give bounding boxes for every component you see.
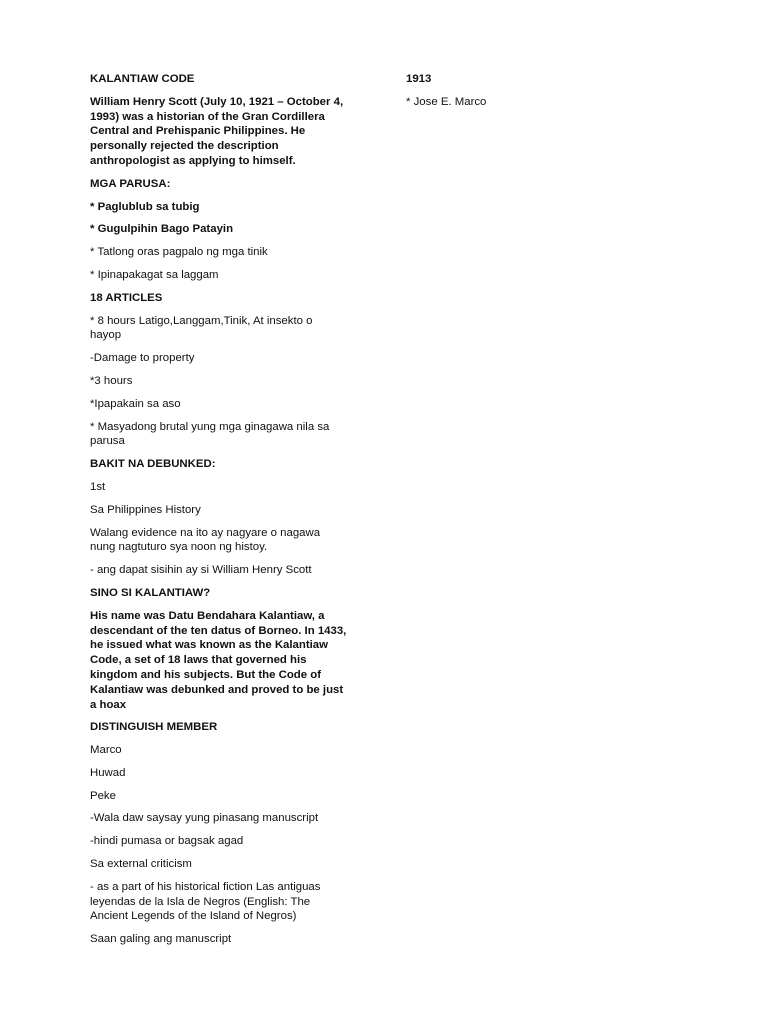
text-line: kingdom and his subjects. But the Code of [90,668,321,681]
text-line: 1993) was a historian of the Gran Cordillera [90,110,325,123]
left-column-paragraph: * Gugulpihin Bago Patayin [90,223,234,236]
text-line: William Henry Scott (July 10, 1921 – October 4, [90,95,344,108]
left-column-paragraph: -hindi pumasa or bagsak agad [90,835,244,848]
left-column-paragraph: -Wala daw saysay yung pinasang manuscript [90,812,319,825]
left-column-paragraph: *3 hours [90,374,133,387]
right-column-paragraph: 1913 [406,73,432,85]
left-column-paragraph: Saan galing ang manuscript [90,933,232,946]
text-line: Walang evidence na ito ay nagyare o nagawa [90,526,321,539]
text-line: leyendas de la Isla de Negros (English: The [90,895,311,908]
right-column-paragraph: * Jose E. Marco [406,95,487,108]
left-column-paragraph: -Damage to property [90,352,195,365]
left-column-paragraph: KALANTIAW CODE [90,73,195,85]
left-column-paragraph: Huwad [90,766,126,779]
text-line: Kalantiaw was debunked and proved to be just [90,683,344,696]
left-column-paragraph: DISTINGUISH MEMBER [90,721,218,734]
left-column-paragraph: Sa Philippines History [90,503,201,516]
left-column-paragraph [90,609,365,713]
left-column-paragraph: MGA PARUSA: [90,177,171,190]
left-column-paragraph: - ang dapat sisihin ay si William Henry Scott [90,564,312,577]
right-column [406,72,606,118]
left-column-paragraph: 1st [90,480,106,493]
left-column-paragraph: * Paglublub sa tubig [90,200,200,213]
text-line: His name was Datu Bendahara Kalantiaw, a [90,609,325,622]
left-column-paragraph [90,526,365,556]
left-column-paragraph: Sa external criticism [90,858,192,871]
left-column-paragraph: *Ipapakain sa aso [90,397,181,410]
left-column-paragraph [90,95,365,169]
left-column [90,72,365,955]
left-column-paragraph: SINO SI KALANTIAW? [90,586,211,599]
text-line: parusa [90,435,125,448]
text-line: descendant of the ten datus of Borneo. In 1433, [90,624,347,637]
text-line: personally rejected the description [90,140,279,153]
left-column-paragraph: Marco [90,744,122,757]
text-line: * 8 hours Latigo,Langgam,Tinik, At insekto o [90,314,313,327]
text-line: Code, a set of 18 laws that governed his [90,654,307,667]
text-line: Central and Prehispanic Philippines. He [90,125,306,138]
text-line: he issued what was known as the Kalantiaw [90,639,329,652]
text-line: Ancient Legends of the Island of Negros) [90,910,297,923]
left-column-paragraph: BAKIT NA DEBUNKED: [90,458,216,471]
left-column-paragraph [90,420,365,450]
left-column-paragraph: * Ipinapakagat sa laggam [90,268,219,281]
text-line: - as a part of his historical fiction Las antiguas [90,880,321,893]
left-column-paragraph [90,314,365,344]
left-column-paragraph: 18 ARTICLES [90,291,163,304]
left-column-paragraph [90,880,365,924]
left-column-paragraph: Peke [90,789,116,802]
text-line: * Masyadong brutal yung mga ginagawa nila sa [90,420,330,433]
text-line: nung nagtuturo sya noon ng histoy. [90,541,268,554]
text-line: a hoax [90,698,127,711]
left-column-paragraph: * Tatlong oras pagpalo ng mga tinik [90,246,268,259]
text-line: anthropologist as applying to himself. [90,154,296,167]
text-line: hayop [90,329,122,342]
